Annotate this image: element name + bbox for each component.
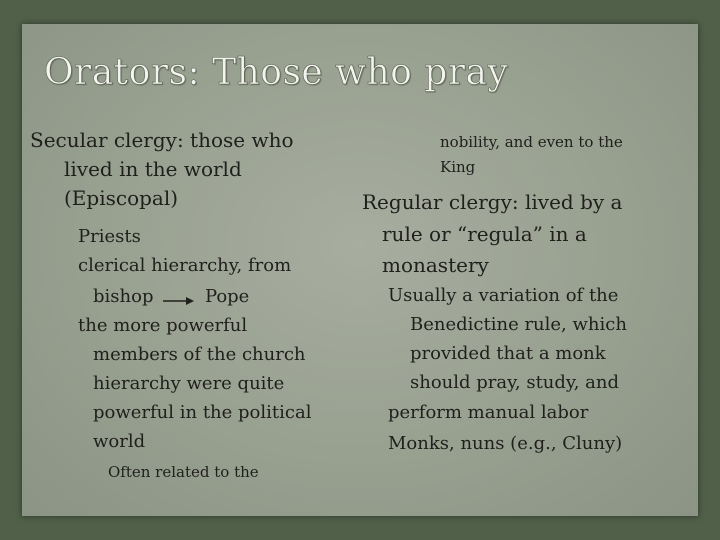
regular-clergy-line-3: monastery <box>382 253 489 277</box>
arrow-right-icon <box>161 291 197 303</box>
more-powerful-line-3: hierarchy were quite <box>93 373 285 394</box>
monks-nuns-text: Monks, nuns (e.g., Cluny) <box>388 433 623 454</box>
regular-clergy-line-2: rule or “regula” in a <box>382 222 587 246</box>
bullet-secular-clergy <box>30 128 294 152</box>
bullet-more-powerful <box>78 315 247 336</box>
variation-line-3: provided that a monk <box>410 343 606 364</box>
bullet-variation <box>388 285 618 306</box>
continued-line-2: King <box>440 158 476 176</box>
often-related-text: Often related to the <box>108 463 259 481</box>
slide-title: Orators: Those who pray <box>44 52 509 93</box>
bullet-regular-clergy <box>362 190 622 214</box>
bullet-clerical-hierarchy <box>78 255 291 276</box>
secular-clergy-line-2: lived in the world <box>64 157 242 181</box>
bishop-pope-line <box>93 286 249 307</box>
clerical-hierarchy-line-1: clerical hierarchy, from <box>78 255 292 276</box>
bishop-label: bishop <box>93 286 154 307</box>
bullet-priests <box>78 226 141 247</box>
bullet-monks-nuns <box>388 433 622 454</box>
priests-label: Priests <box>78 226 141 247</box>
perform-labor-text: perform manual labor <box>388 402 589 423</box>
bullet-often-related <box>108 463 259 481</box>
more-powerful-line-2: members of the church <box>93 344 306 365</box>
more-powerful-line-4: powerful in the political <box>93 402 312 423</box>
pope-label: Pope <box>204 286 250 307</box>
secular-clergy-line-3: (Episcopal) <box>64 186 179 210</box>
more-powerful-line-1: the more powerful <box>78 315 248 336</box>
bullet-perform-labor <box>388 402 588 423</box>
more-powerful-line-5: world <box>93 431 146 452</box>
secular-clergy-line-1: Secular clergy: those who <box>30 128 294 152</box>
variation-line-4: should pray, study, and <box>410 372 619 393</box>
continued-line-1: nobility, and even to the <box>440 133 623 151</box>
variation-line-2: Benedictine rule, which <box>410 314 627 335</box>
variation-line-1: Usually a variation of the <box>388 285 619 306</box>
regular-clergy-line-1: Regular clergy: lived by a <box>362 190 623 214</box>
